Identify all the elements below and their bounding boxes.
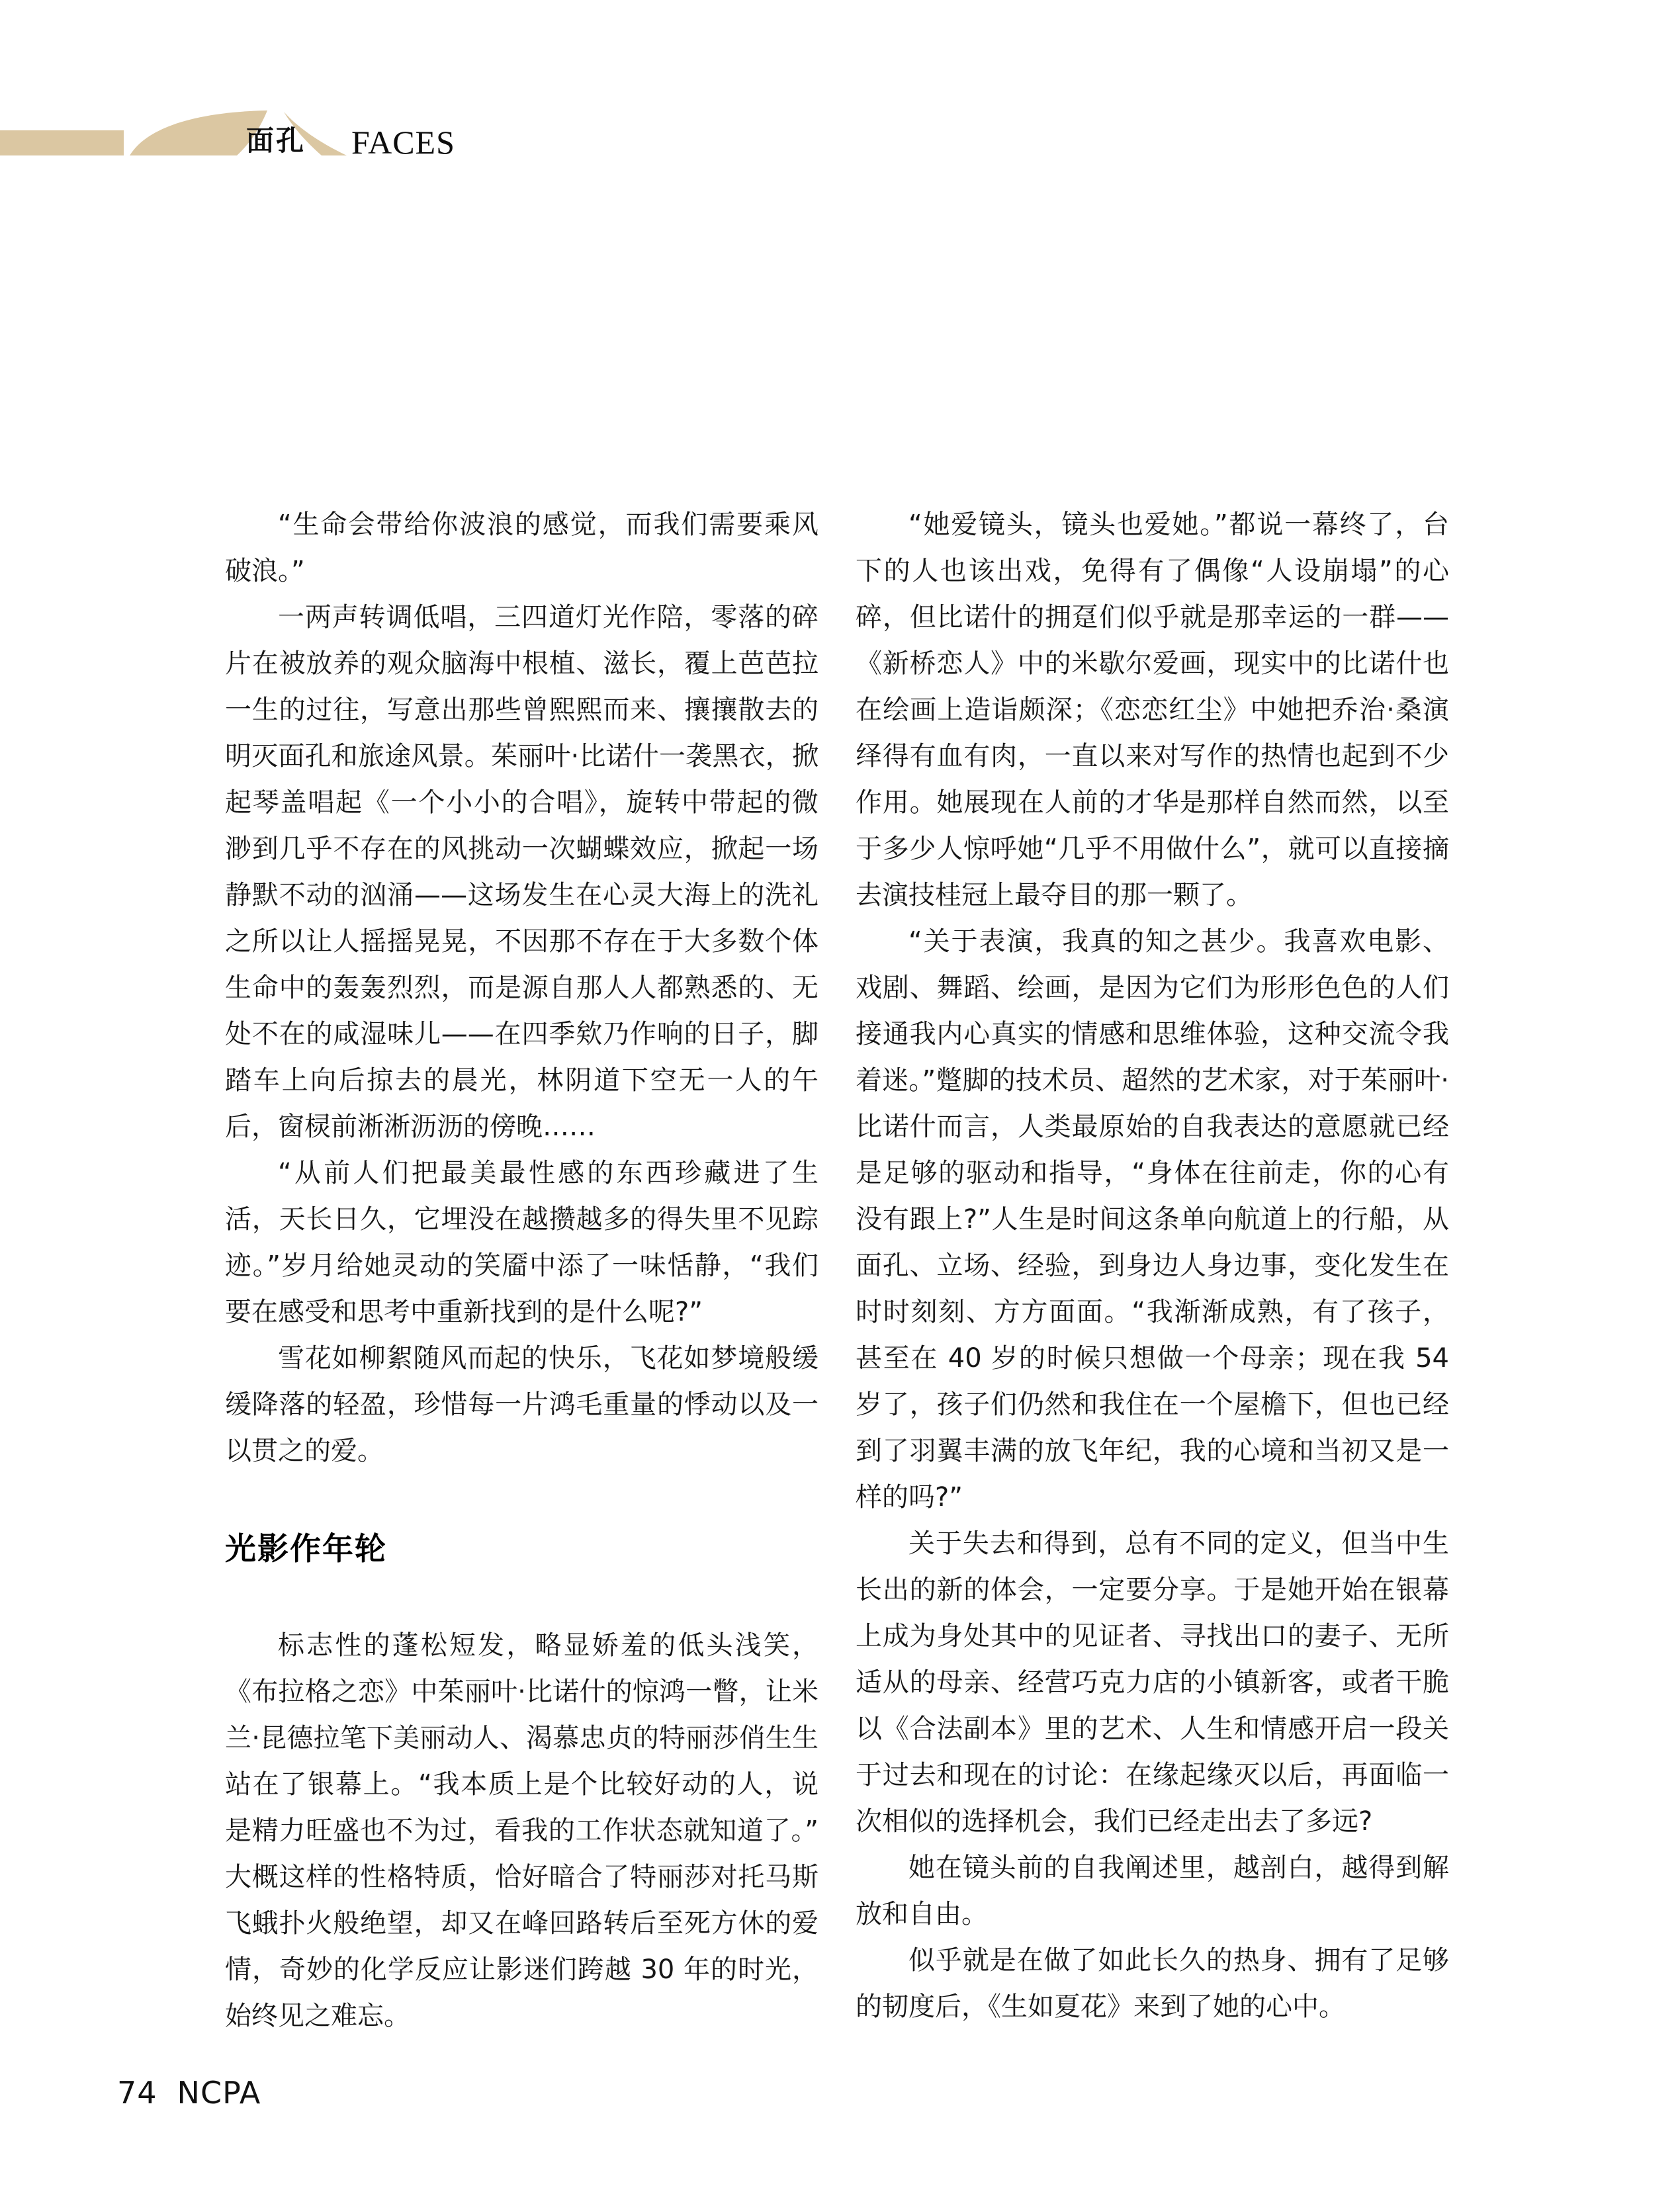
paragraph: 似乎就是在做了如此长久的热身、拥有了足够的韧度后，《生如夏花》来到了她的心中。 bbox=[856, 1945, 1449, 2022]
paragraph: 她在镜头前的自我阐述里，越剖白，越得到解放和自由。 bbox=[856, 1853, 1449, 1929]
right-column bbox=[856, 502, 1449, 2039]
paragraph: 标志性的蓬松短发，略显娇羞的低头浅笑，《布拉格之恋》中茱丽叶·比诺什的惊鸿一瞥，让米兰·昆德拉笔下美丽动人、渴慕忠贞的特丽莎俏生生站在了银幕上。“我本质上是个比较好动的人，说是精力旺盛也不为过，看我的工作状态就知道了。”大概这样的性格特质，恰好暗合了特丽莎对托马斯飞蛾扑火般绝望，却又在峰回路转后至死方休的爱情，奇妙的化学反应让影迷们跨越 30 年的时光，始终见之难忘。 bbox=[225, 1630, 818, 2031]
paragraph: 雪花如柳絮随风而起的快乐，飞花如梦境般缓缓降落的轻盈，珍惜每一片鸿毛重量的悸动以及一以贯之的爱。 bbox=[225, 1343, 818, 1466]
paragraph: 关于失去和得到，总有不同的定义，但当中生长出的新的体会，一定要分享。于是她开始在银幕上成为身处其中的见证者、寻找出口的妻子、无所适从的母亲、经营巧克力店的小镇新客，或者干脆以《合法副本》里的艺术、人生和情感开启一段关于过去和现在的讨论：在缘起缘灭以后，再面临一次相似的选择机会，我们已经走出去了多远? bbox=[856, 1528, 1449, 1837]
paragraph: “从前人们把最美最性感的东西珍藏进了生活，天长日久，它埋没在越攒越多的得失里不见踪迹。”岁月给她灵动的笑靥中添了一味恬静，“我们要在感受和思考中重新找到的是什么呢?” bbox=[225, 1158, 818, 1327]
journal-abbr: NCPA bbox=[177, 2075, 261, 2111]
paragraph: “关于表演，我真的知之甚少。我喜欢电影、戏剧、舞蹈、绘画，是因为它们为形形色色的人们接通我内心真实的情感和思维体验，这种交流令我着迷。”蹩脚的技术员、超然的艺术家，对于茱丽叶·比诺什而言，人类最原始的自我表达的意愿就已经是足够的驱动和指导，“身体在往前走，你的心有没有跟上?”人生是时间这条单向航道上的行船，从面孔、立场、经验，到身边人身边事，变化发生在时时刻刻、方方面面。“我渐渐成熟，有了孩子，甚至在 40 岁的时候只想做一个母亲；现在我 54 岁了，孩子们仍然和我住在一个屋檐下，但也已经到了羽翼丰满的放飞年纪，我的心境和当初又是一样的吗?” bbox=[856, 926, 1449, 1512]
paragraph: “生命会带给你波浪的感觉，而我们需要乘风破浪。” bbox=[225, 509, 818, 586]
masthead bbox=[0, 0, 596, 198]
left-column bbox=[225, 502, 818, 2039]
section-title-en: FACES bbox=[351, 124, 455, 161]
section-title-cn: 面孔 bbox=[246, 124, 306, 157]
page-number: 74 bbox=[117, 2075, 157, 2111]
section-heading: 光影作年轮 bbox=[225, 1531, 387, 1567]
paragraph: “她爱镜头，镜头也爱她。”都说一幕终了，台下的人也该出戏，免得有了偶像“人设崩塌”的心碎，但比诺什的拥趸们似乎就是那幸运的一群——《新桥恋人》中的米歇尔爱画，现实中的比诺什也在绘画上造诣颇深；《恋恋红尘》中她把乔治·桑演绎得有血有肉，一直以来对写作的热情也起到不少作用。她展现在人前的才华是那样自然而然，以至于多少人惊呼她“几乎不用做什么”，就可以直接摘去演技桂冠上最夺目的那一颗了。 bbox=[856, 509, 1449, 910]
article-body bbox=[225, 502, 1449, 2039]
page-footer bbox=[117, 2075, 261, 2111]
paragraph: 一两声转调低唱，三四道灯光作陪，零落的碎片在被放养的观众脑海中根植、滋长，覆上芭芭拉一生的过往，写意出那些曾熙熙而来、攘攘散去的明灭面孔和旅途风景。茱丽叶·比诺什一袭黑衣，掀起琴盖唱起《一个小小的合唱》，旋转中带起的微渺到几乎不存在的风挑动一次蝴蝶效应，掀起一场静默不动的汹涌——这场发生在心灵大海上的洗礼之所以让人摇摇晃晃，不因那不存在于大多数个体生命中的轰轰烈烈，而是源自那人人都熟悉的、无处不在的咸湿味儿——在四季欸乃作响的日子，脚踏车上向后掠去的晨光，林阴道下空无一人的午后，窗棂前淅淅沥沥的傍晚…… bbox=[225, 602, 818, 1142]
